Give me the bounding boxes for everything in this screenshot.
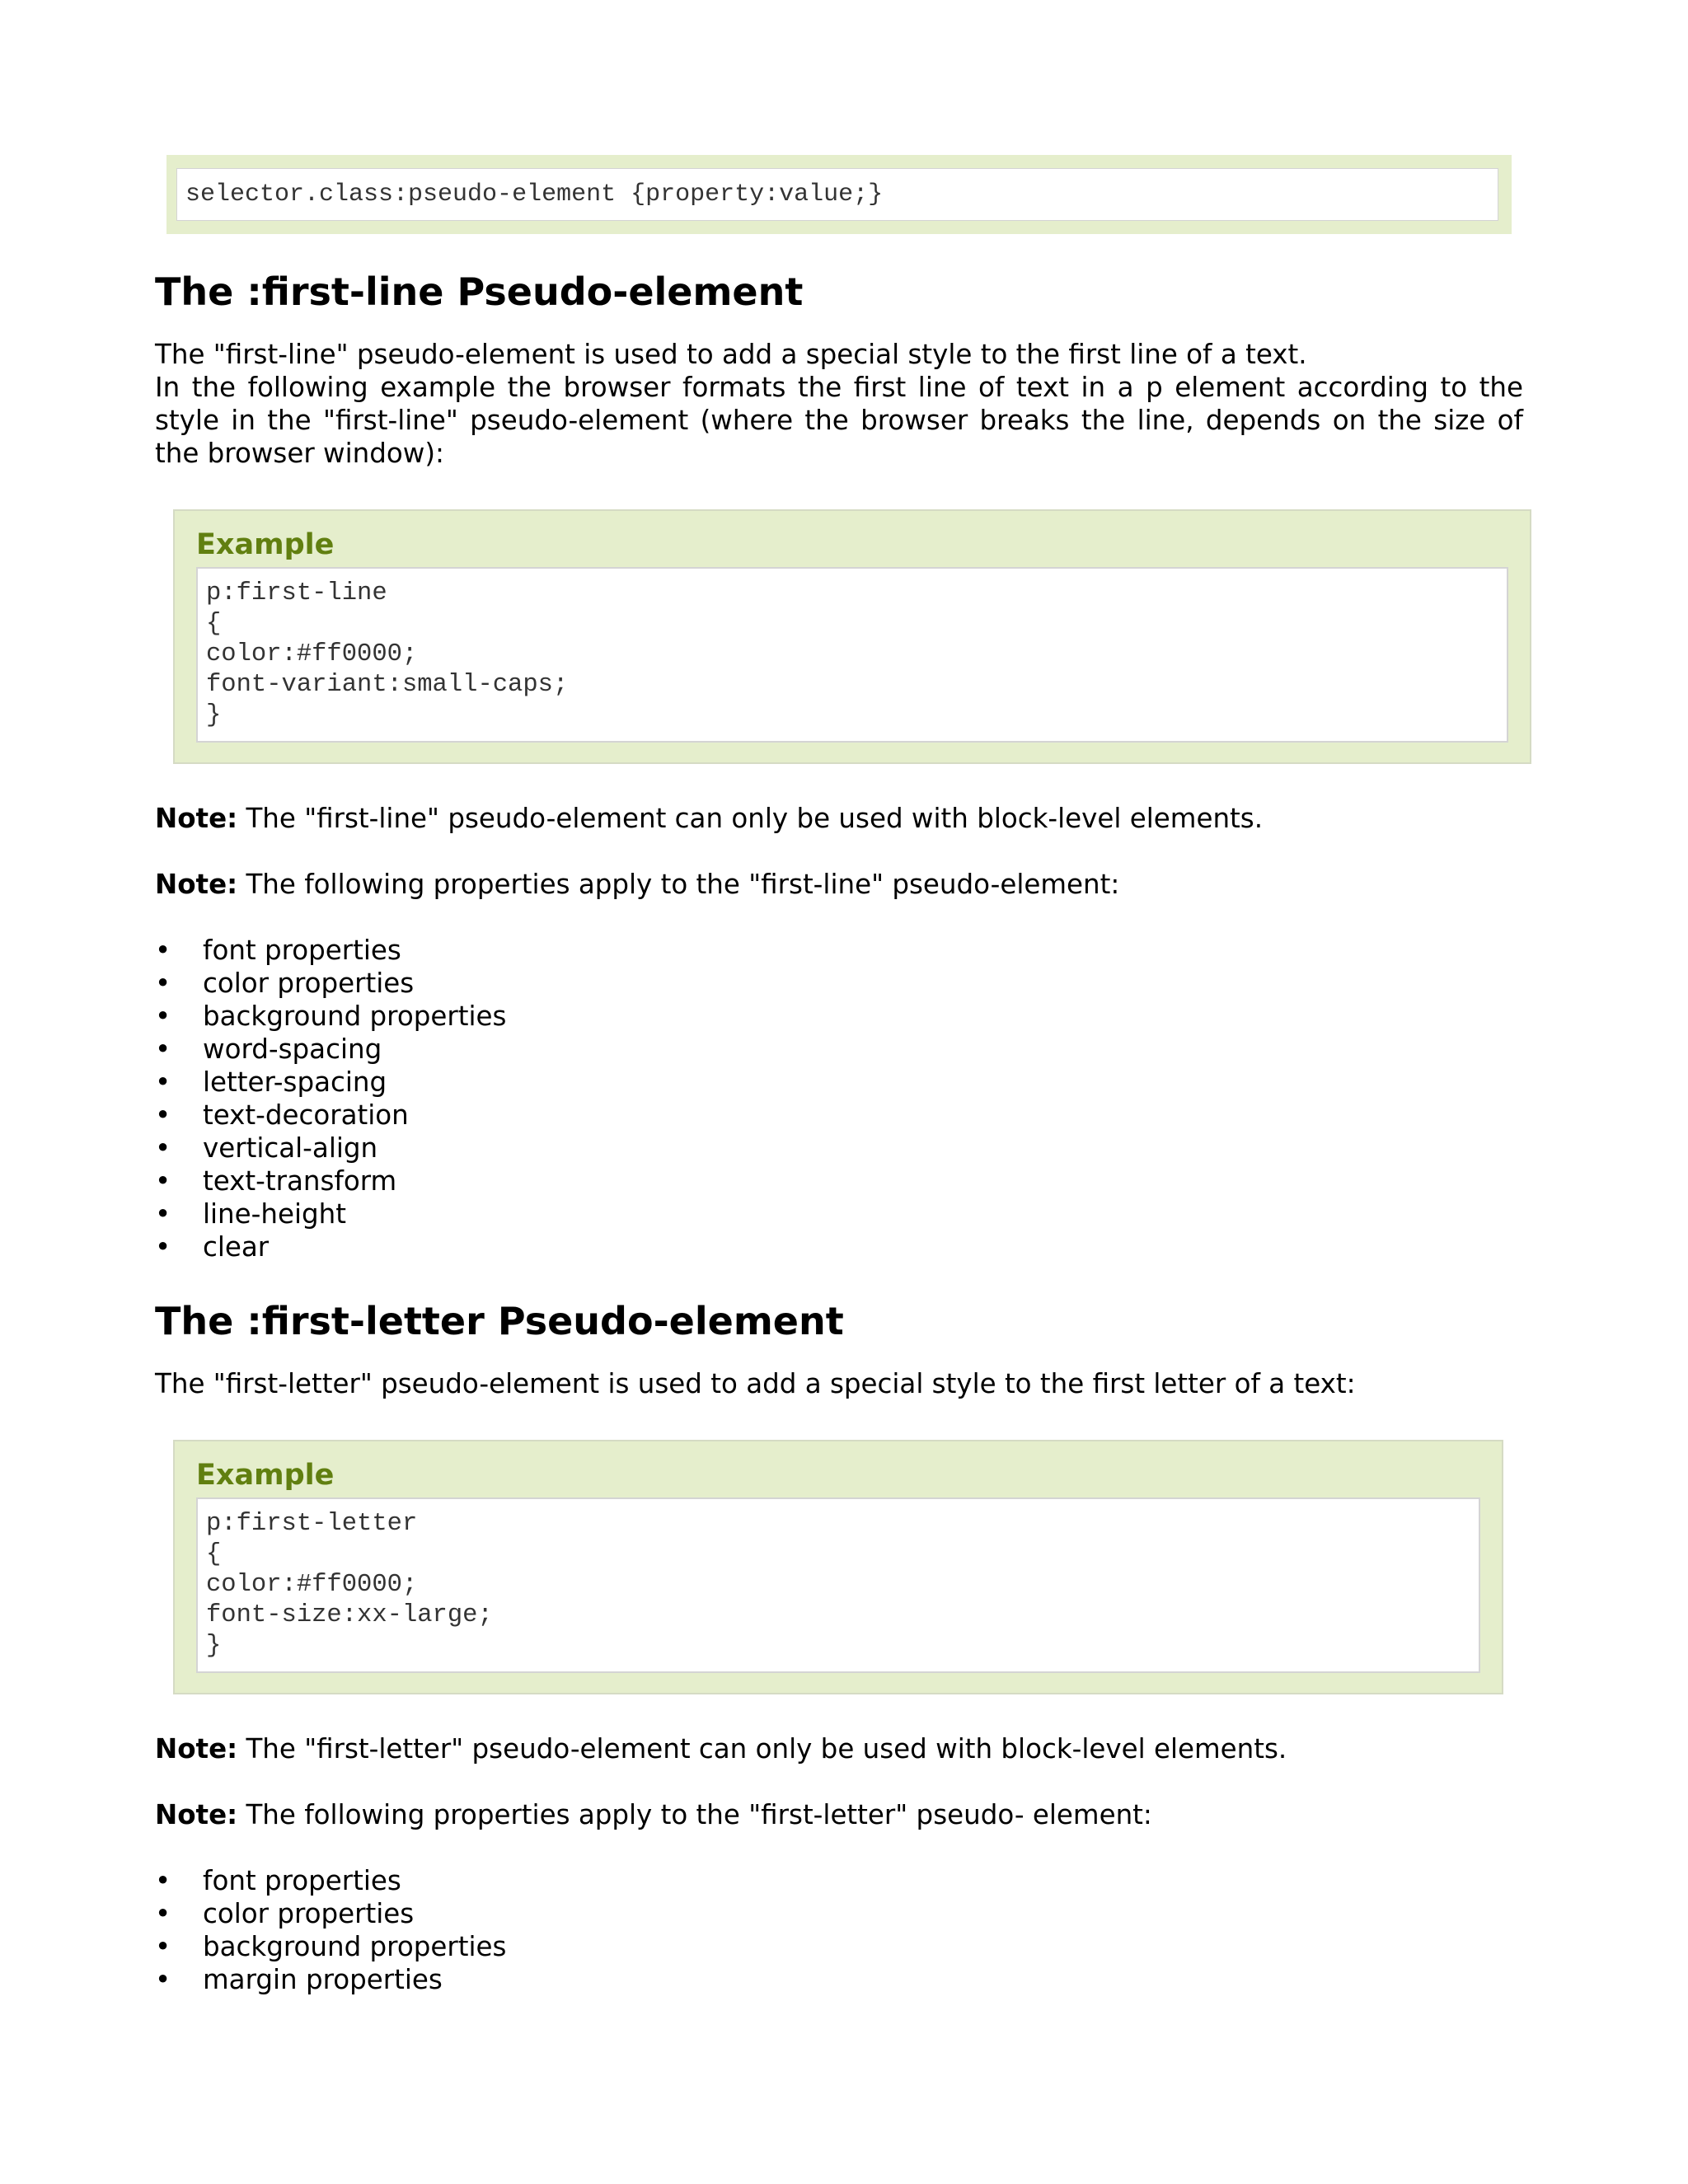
code-line: color:#ff0000; [206,1571,418,1599]
note-label: Note: [155,869,238,900]
example-box-first-letter [173,1440,1503,1694]
code-line: font-size:xx-large; [206,1601,493,1629]
list-item: • text-decoration [155,1099,1523,1132]
first-line-properties-list [155,934,1523,1263]
syntax-code: selector.class:pseudo-element {property:value;} [176,168,1498,221]
example-title: Example [196,1459,335,1492]
example-code [196,567,1508,743]
note-first-letter-block [155,1732,1523,1765]
list-item: • background properties [155,1930,1523,1963]
note-first-line-properties [155,868,1523,901]
example-title: Example [196,528,335,561]
list-item: • color properties [155,1897,1523,1930]
note-label: Note: [155,1799,238,1830]
note-label: Note: [155,803,238,834]
section-heading-first-line: The :first-line Pseudo-element [155,269,804,314]
note-first-line-block [155,802,1523,835]
list-item: • vertical-align [155,1132,1523,1165]
list-item: • letter-spacing [155,1066,1523,1099]
note-first-letter-properties [155,1798,1523,1831]
first-letter-intro: The "first-letter" pseudo-element is used to add a special style to the first letter of a text: [155,1368,1356,1399]
list-item: • text-transform [155,1165,1523,1197]
syntax-box [166,155,1512,234]
note-text: The following properties apply to the "first-line" pseudo-element: [237,869,1120,900]
list-item: • font properties [155,1864,1523,1897]
note-label: Note: [155,1733,238,1765]
first-line-intro-1: The "first-line" pseudo-element is used to add a special style to the first line of a text. [155,339,1307,370]
list-item: • word-spacing [155,1033,1523,1066]
code-line: p:first-letter [206,1510,418,1538]
section-heading-first-letter: The :first-letter Pseudo-element [155,1299,844,1343]
code-line: } [206,1632,222,1660]
list-item: • font properties [155,934,1523,967]
note-text: The "first-line" pseudo-element can only be used with block-level elements. [237,803,1264,834]
first-line-intro-2: In the following example the browser formats the first line of text in a p element according to the style in the "first-line" pseudo-element (where the browser breaks the line, depends on the size of the browser window): [155,372,1523,469]
code-line: font-variant:small-caps; [206,671,569,699]
list-item: • background properties [155,1000,1523,1033]
document-page [155,155,1523,1996]
list-item: • margin properties [155,1963,1523,1996]
example-box-first-line [173,509,1531,764]
code-line: color:#ff0000; [206,640,418,668]
note-text: The "first-letter" pseudo-element can only be used with block-level elements. [237,1733,1287,1765]
list-item: • clear [155,1230,1523,1263]
code-line: { [206,610,222,638]
code-line: } [206,701,222,729]
list-item: • color properties [155,967,1523,1000]
list-item: • line-height [155,1197,1523,1230]
code-line: { [206,1540,222,1568]
example-code [196,1497,1480,1673]
code-line: p:first-line [206,579,387,607]
note-text: The following properties apply to the "first-letter" pseudo- element: [237,1799,1152,1830]
first-letter-properties-list [155,1864,1523,1996]
